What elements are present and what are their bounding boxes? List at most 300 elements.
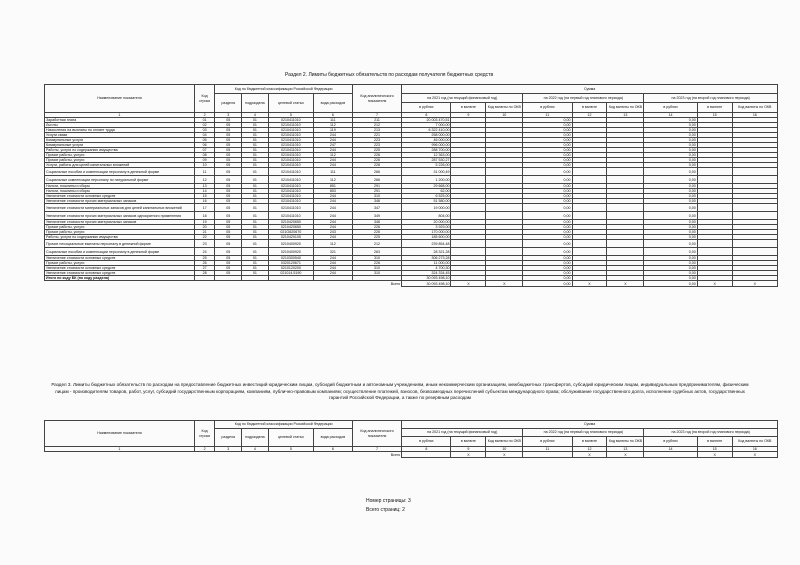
- total-rub-2023: 0,00: [644, 281, 697, 287]
- table-cell: 0210420650: [268, 225, 313, 230]
- table-cell: 0,00: [644, 256, 697, 261]
- header-currency: в валюте: [572, 103, 607, 113]
- table-cell: 0,00: [644, 128, 697, 133]
- table-cell: 244: [313, 220, 352, 225]
- table-cell: 01: [242, 212, 269, 220]
- table-cell: 01: [242, 189, 269, 194]
- table-cell: [732, 176, 777, 184]
- table-cell: [732, 212, 777, 220]
- table-cell: 185 600,00: [402, 235, 451, 240]
- section3-title: Раздел 3. Лимиты бюджетных обязательств по расходам на предоставление бюджетных инвестиций юридическим лицам, субсидий бюджетным и автономным учреждениям, иным некоммерческим организациям, межбюджетных трансфертов, субсидий юридическим лицам, индивидуальным предпринимателям, физическим лицам - производителям товаров, работ, услуг, субсидий государственным корпорациям, компаниям, публично-правовым компаниям; осуществление платежей, взносов, безвозмездных перечислений субъектам международного права; обслуживание государственного долга, исполнение судебных актов, государственных гарантий Российской Федерации, а также по резервным расходам: [51, 382, 749, 401]
- row-label: Увеличение стоимости прочих материальных запасов однократного применения: [45, 212, 195, 220]
- column-number: 14: [644, 447, 697, 452]
- table-cell: 0,00: [644, 199, 697, 204]
- header-2023: на 2023 год (на второй год планового периода): [644, 94, 778, 103]
- table-cell: 08: [194, 153, 215, 158]
- table-cell: 4 700,30: [402, 266, 451, 271]
- table-row: [45, 176, 778, 184]
- table-cell: 212: [352, 123, 401, 128]
- table-cell: 01: [242, 271, 269, 276]
- section2-total-row: [45, 281, 778, 287]
- table-cell: [451, 204, 486, 212]
- table-cell: 13: [194, 184, 215, 189]
- table-cell: [697, 204, 732, 212]
- table-cell: 0,00: [523, 235, 572, 240]
- column-number: 11: [523, 447, 572, 452]
- row-label: Увеличение стоимости прочих материальных запасов: [45, 199, 195, 204]
- table-cell: 239 854,48: [402, 240, 451, 248]
- table-cell: 347: [352, 204, 401, 212]
- header-indicator: Наименование показателя: [45, 85, 195, 113]
- table-cell: 05: [215, 204, 242, 212]
- table-cell: 0,00: [644, 225, 697, 230]
- table-cell: 01: [242, 176, 269, 184]
- row-label: Прочие работы, услуги: [45, 158, 195, 163]
- s3-total-cell: [402, 452, 451, 458]
- table-cell: 0210411010: [268, 163, 313, 168]
- table-cell: 310: [352, 256, 401, 261]
- s3-total-cell: [644, 452, 697, 458]
- table-cell: 244: [313, 158, 352, 163]
- table-cell: 226: [352, 158, 401, 163]
- table-cell: 01: [242, 138, 269, 143]
- table-cell: [732, 168, 777, 176]
- table-cell: 0,00: [644, 168, 697, 176]
- table-cell: 0,00: [523, 266, 572, 271]
- s3-total-x: X: [607, 452, 644, 458]
- table-cell: [451, 176, 486, 184]
- page-count-label: Всего страниц:: [366, 507, 401, 513]
- table-cell: 0,00: [523, 163, 572, 168]
- table-cell: 258 000,00: [402, 133, 451, 138]
- table-cell: 0,00: [523, 189, 572, 194]
- table-cell: 16: [194, 199, 215, 204]
- row-label: Налоги, пошлины и сборы: [45, 184, 195, 189]
- table-cell: 01: [242, 194, 269, 199]
- column-number: 3: [215, 447, 242, 452]
- table-cell: 0210411010: [268, 133, 313, 138]
- header-okv: Код валюты по ОКВ: [607, 103, 644, 113]
- table-cell: 0210411010: [268, 118, 313, 123]
- row-label: Услуги связи: [45, 133, 195, 138]
- column-number: 3: [215, 113, 242, 118]
- table-cell: 226: [352, 225, 401, 230]
- table-cell: [451, 240, 486, 248]
- table-cell: 05: [215, 225, 242, 230]
- table-cell: 170 000,00: [402, 230, 451, 235]
- s3-header-sum: Сумма: [402, 421, 778, 429]
- table-cell: 0210411010: [268, 189, 313, 194]
- table-cell: 0,00: [644, 248, 697, 256]
- table-cell: 21: [194, 230, 215, 235]
- table-cell: 05: [215, 118, 242, 123]
- table-cell: 0210411010: [268, 199, 313, 204]
- header-okv: Код валюты по ОКВ: [732, 103, 777, 113]
- page-number-label: Номер страницы:: [366, 498, 407, 504]
- table-cell: 226: [352, 230, 401, 235]
- table-cell: 244: [313, 256, 352, 261]
- row-label: Начисления на выплаты по оплате труда: [45, 128, 195, 133]
- table-cell: 0,00: [644, 133, 697, 138]
- row-label: Прочие несоциальные выплаты персоналу в денежной форме: [45, 240, 195, 248]
- column-number: 13: [607, 447, 644, 452]
- table-cell: 226: [352, 153, 401, 158]
- column-number: 12: [572, 113, 607, 118]
- table-cell: 01: [242, 266, 269, 271]
- table-cell: 11 000,00: [402, 261, 451, 266]
- table-row: [45, 248, 778, 256]
- table-cell: 0,00: [644, 271, 697, 276]
- table-cell: 05: [215, 235, 242, 240]
- column-number: 8: [402, 113, 451, 118]
- table-cell: 20 003 470,51: [402, 118, 451, 123]
- table-cell: 30 093 498,10: [402, 276, 451, 281]
- table-cell: 0210411010: [268, 212, 313, 220]
- row-label: Социальные компенсации персоналу по натуральной форме: [45, 176, 195, 184]
- total-rub-2021: 30 093 498,10: [402, 281, 451, 287]
- table-cell: 0210400920: [268, 240, 313, 248]
- table-cell: 01: [242, 128, 269, 133]
- column-number: 11: [523, 113, 572, 118]
- table-cell: 62,00: [402, 189, 451, 194]
- column-number: 6: [313, 447, 352, 452]
- table-cell: 0,00: [644, 118, 697, 123]
- table-cell: 01: [242, 158, 269, 163]
- table-cell: 19: [194, 220, 215, 225]
- page-count: [366, 507, 405, 513]
- table-cell: [607, 212, 644, 220]
- table-cell: 0210300540: [268, 256, 313, 261]
- table-cell: 10: [194, 163, 215, 168]
- table-cell: 24: [194, 248, 215, 256]
- section3-table: [44, 420, 778, 458]
- table-cell: 05: [215, 194, 242, 199]
- table-cell: 01: [242, 220, 269, 225]
- table-cell: 01: [242, 123, 269, 128]
- column-number: 2: [194, 447, 215, 452]
- table-cell: 11: [194, 168, 215, 176]
- s3-total-x: X: [572, 452, 607, 458]
- table-cell: 324 334,45: [402, 271, 451, 276]
- table-cell: 288 700,00: [402, 148, 451, 153]
- table-cell: [486, 212, 523, 220]
- column-number: 6: [313, 113, 352, 118]
- table-cell: 07: [194, 148, 215, 153]
- table-cell: 0210420650: [268, 220, 313, 225]
- table-cell: 05: [215, 128, 242, 133]
- column-number: 5: [268, 447, 313, 452]
- header-rub: в рублях: [402, 103, 451, 113]
- table-cell: [486, 248, 523, 256]
- table-cell: 211: [352, 118, 401, 123]
- header-rub: в рублях: [523, 103, 572, 113]
- header-subsection: подраздела: [242, 94, 269, 113]
- table-cell: 0210411010: [268, 176, 313, 184]
- header-rub: в рублях: [644, 103, 697, 113]
- table-cell: [572, 168, 607, 176]
- table-cell: 05: [215, 199, 242, 204]
- column-number: 15: [697, 447, 732, 452]
- header-2022: на 2022 год (на первый год планового периода): [523, 94, 644, 103]
- s3-header-2022: на 2022 год (на первый год планового периода): [523, 429, 644, 437]
- header-section: раздела: [215, 94, 242, 113]
- table-cell: 0320120671: [268, 261, 313, 266]
- table-cell: 19 000,00: [402, 204, 451, 212]
- table-cell: 0,00: [644, 240, 697, 248]
- table-cell: 244: [313, 204, 352, 212]
- section2-table: [44, 84, 778, 287]
- table-cell: 14: [194, 189, 215, 194]
- table-cell: 223: [352, 138, 401, 143]
- table-cell: 346: [352, 220, 401, 225]
- s3-header-okv: Код валюты по ОКВ: [607, 437, 644, 447]
- table-cell: 22: [194, 235, 215, 240]
- s3-total-cell: [523, 452, 572, 458]
- table-cell: 01: [242, 143, 269, 148]
- row-label: Увеличение стоимости материальных запасов для целей капитальных вложений: [45, 204, 195, 212]
- table-cell: [697, 212, 732, 220]
- row-label: Коммунальные услуги: [45, 138, 195, 143]
- table-cell: [451, 168, 486, 176]
- table-cell: 0,00: [523, 212, 572, 220]
- s3-header-okv: Код валюты по ОКВ: [732, 437, 777, 447]
- row-label: Работы, услуги по содержанию имущества: [45, 148, 195, 153]
- table-cell: 20: [194, 225, 215, 230]
- table-cell: 0210411010: [268, 138, 313, 143]
- table-cell: 212: [352, 240, 401, 248]
- table-cell: 853: [313, 189, 352, 194]
- total-label: Всего: [45, 281, 402, 287]
- s3-header-rub: в рублях: [402, 437, 451, 447]
- table-cell: 0,00: [523, 248, 572, 256]
- table-cell: 321: [313, 248, 352, 256]
- table-cell: 28 321,28: [402, 248, 451, 256]
- row-label: Заработная плата: [45, 118, 195, 123]
- column-number: 7: [352, 113, 401, 118]
- row-label: Коммунальные услуги: [45, 143, 195, 148]
- table-cell: 0,00: [644, 153, 697, 158]
- column-number: 14: [644, 113, 697, 118]
- table-cell: 0,00: [523, 276, 572, 281]
- table-cell: 0,00: [523, 256, 572, 261]
- table-cell: 0,00: [523, 271, 572, 276]
- row-label: Итого по коду БК (по коду раздела): [45, 276, 195, 281]
- s3-total-x: X: [732, 452, 777, 458]
- row-label: Увеличение стоимости основных средств: [45, 194, 195, 199]
- row-label: Льготы: [45, 123, 195, 128]
- table-cell: 5 226,00: [402, 163, 451, 168]
- table-cell: 247: [313, 143, 352, 148]
- table-cell: 05: [215, 189, 242, 194]
- section3-total-row: [45, 452, 778, 458]
- table-cell: 0210411010: [268, 194, 313, 199]
- column-number: 9: [451, 113, 486, 118]
- table-cell: 31 000,49: [402, 168, 451, 176]
- table-cell: 804,00: [402, 212, 451, 220]
- page-count-value: 2: [402, 507, 405, 513]
- table-cell: 225: [352, 235, 401, 240]
- table-row: [45, 204, 778, 212]
- header-okv: Код валюты по ОКВ: [486, 103, 523, 113]
- table-cell: 0,00: [644, 163, 697, 168]
- table-cell: 0,00: [523, 225, 572, 230]
- total-rub-2022: 0,00: [523, 281, 572, 287]
- row-label: Услуги, работы для целей капитальных вложений: [45, 163, 195, 168]
- table-cell: [572, 176, 607, 184]
- s3-header-currency: в валюте: [451, 437, 486, 447]
- table-cell: 0,00: [523, 261, 572, 266]
- table-cell: 021G620670: [268, 230, 313, 235]
- table-cell: 0,00: [523, 204, 572, 212]
- table-cell: 12 363,00: [402, 153, 451, 158]
- table-cell: 51 580,00: [402, 199, 451, 204]
- table-cell: 46 000,00: [402, 138, 451, 143]
- table-cell: 05: [215, 184, 242, 189]
- column-number: 12: [572, 447, 607, 452]
- table-cell: 01: [242, 199, 269, 204]
- table-cell: 0,00: [523, 128, 572, 133]
- table-cell: 111: [313, 118, 352, 123]
- s3-total-label: Всего: [45, 452, 402, 458]
- table-cell: 0210400920: [268, 248, 313, 256]
- table-cell: 287 530,27: [402, 158, 451, 163]
- table-cell: [572, 240, 607, 248]
- table-cell: 0,00: [523, 143, 572, 148]
- table-cell: 346: [352, 199, 401, 204]
- table-cell: 0,00: [523, 148, 572, 153]
- table-cell: 0210411010: [268, 153, 313, 158]
- s3-total-x: X: [486, 452, 523, 458]
- table-cell: 17: [194, 204, 215, 212]
- row-label: Прочие работы, услуги: [45, 261, 195, 266]
- table-cell: 0210411010: [268, 184, 313, 189]
- table-cell: 266: [352, 176, 401, 184]
- table-cell: [732, 248, 777, 256]
- table-row: [45, 212, 778, 220]
- table-cell: [697, 176, 732, 184]
- header-sum: Сумма: [402, 85, 778, 94]
- s3-header-kosgu: Код аналитического показателя: [352, 421, 401, 447]
- table-cell: 119: [313, 128, 352, 133]
- table-cell: [572, 248, 607, 256]
- table-cell: 0,00: [523, 176, 572, 184]
- column-number: 10: [486, 113, 523, 118]
- table-cell: [732, 204, 777, 212]
- table-cell: 0210411010: [268, 143, 313, 148]
- table-cell: 266: [352, 168, 401, 176]
- column-number: 1: [45, 447, 195, 452]
- table-cell: 05: [215, 230, 242, 235]
- table-cell: [486, 168, 523, 176]
- header-currency: в валюте: [451, 103, 486, 113]
- total-x: X: [451, 281, 486, 287]
- row-label: Прочие работы, услуги: [45, 230, 195, 235]
- row-label: Работы, услуги по содержанию имущества: [45, 235, 195, 240]
- table-cell: 01: [242, 163, 269, 168]
- table-cell: 18: [194, 212, 215, 220]
- table-cell: [572, 204, 607, 212]
- total-x: X: [607, 281, 644, 287]
- table-row: [45, 168, 778, 176]
- header-classification: Код по бюджетной классификации Российской Федерации: [215, 85, 353, 94]
- row-label: Прочие работы, услуги: [45, 225, 195, 230]
- row-label: Увеличение стоимости основных средств: [45, 256, 195, 261]
- table-cell: 01: [242, 261, 269, 266]
- table-cell: 0,00: [644, 220, 697, 225]
- table-cell: [607, 248, 644, 256]
- s3-header-2021: на 2021 год (на текущий финансовый год): [402, 429, 523, 437]
- header-kosgu: Код аналитического показателя: [352, 85, 401, 113]
- table-cell: 243: [313, 230, 352, 235]
- table-cell: 0,00: [644, 123, 697, 128]
- column-number: 13: [607, 113, 644, 118]
- table-cell: 01: [242, 153, 269, 158]
- s3-header-2023: на 2023 год (на второй год планового периода): [644, 429, 778, 437]
- table-cell: 0,00: [644, 276, 697, 281]
- table-cell: 6 525,00: [402, 194, 451, 199]
- table-cell: 01: [242, 248, 269, 256]
- s3-total-x: X: [451, 452, 486, 458]
- row-label: Социальные пособия и компенсации персоналу в денежной форме: [45, 168, 195, 176]
- table-cell: 29 668,00: [402, 184, 451, 189]
- table-cell: 244: [313, 194, 352, 199]
- table-cell: 244: [313, 235, 352, 240]
- table-cell: 291: [352, 184, 401, 189]
- table-cell: 0,00: [644, 266, 697, 271]
- table-cell: 226: [352, 261, 401, 266]
- table-cell: 0,00: [523, 194, 572, 199]
- table-cell: 0,00: [644, 204, 697, 212]
- table-cell: 25: [194, 256, 215, 261]
- s3-total-x: X: [697, 452, 732, 458]
- table-cell: 05: [215, 261, 242, 266]
- table-cell: 310: [352, 194, 401, 199]
- table-cell: 0210411010: [268, 123, 313, 128]
- s3-header-rub: в рублях: [523, 437, 572, 447]
- s3-header-expense: вида расходов: [313, 429, 352, 447]
- table-cell: [732, 240, 777, 248]
- table-cell: 06: [194, 143, 215, 148]
- s3-header-okv: Код валюты по ОКВ: [486, 437, 523, 447]
- table-cell: [607, 168, 644, 176]
- table-cell: 01: [242, 168, 269, 176]
- table-cell: 05: [215, 143, 242, 148]
- table-cell: [486, 176, 523, 184]
- table-cell: 28: [194, 271, 215, 276]
- table-cell: 0,00: [523, 184, 572, 189]
- table-cell: 0,00: [523, 220, 572, 225]
- row-label: Социальные пособия и компенсации персоналу в денежной форме: [45, 248, 195, 256]
- table-cell: 111: [313, 168, 352, 176]
- table-cell: 05: [215, 138, 242, 143]
- header-target: целевой статьи: [268, 94, 313, 113]
- table-cell: 221: [352, 133, 401, 138]
- table-cell: 0,00: [523, 199, 572, 204]
- table-cell: 0210411010: [268, 158, 313, 163]
- total-x: X: [486, 281, 523, 287]
- table-cell: 0,00: [644, 184, 697, 189]
- table-cell: 0,00: [523, 118, 572, 123]
- table-cell: 0,00: [644, 138, 697, 143]
- table-cell: 851: [313, 184, 352, 189]
- table-cell: 0,00: [644, 212, 697, 220]
- table-cell: 01: [242, 133, 269, 138]
- table-cell: 0210411010: [268, 168, 313, 176]
- s3-header-target: целевой статьи: [268, 429, 313, 447]
- column-number: 10: [486, 447, 523, 452]
- table-cell: 01: [242, 256, 269, 261]
- table-cell: 0,00: [644, 235, 697, 240]
